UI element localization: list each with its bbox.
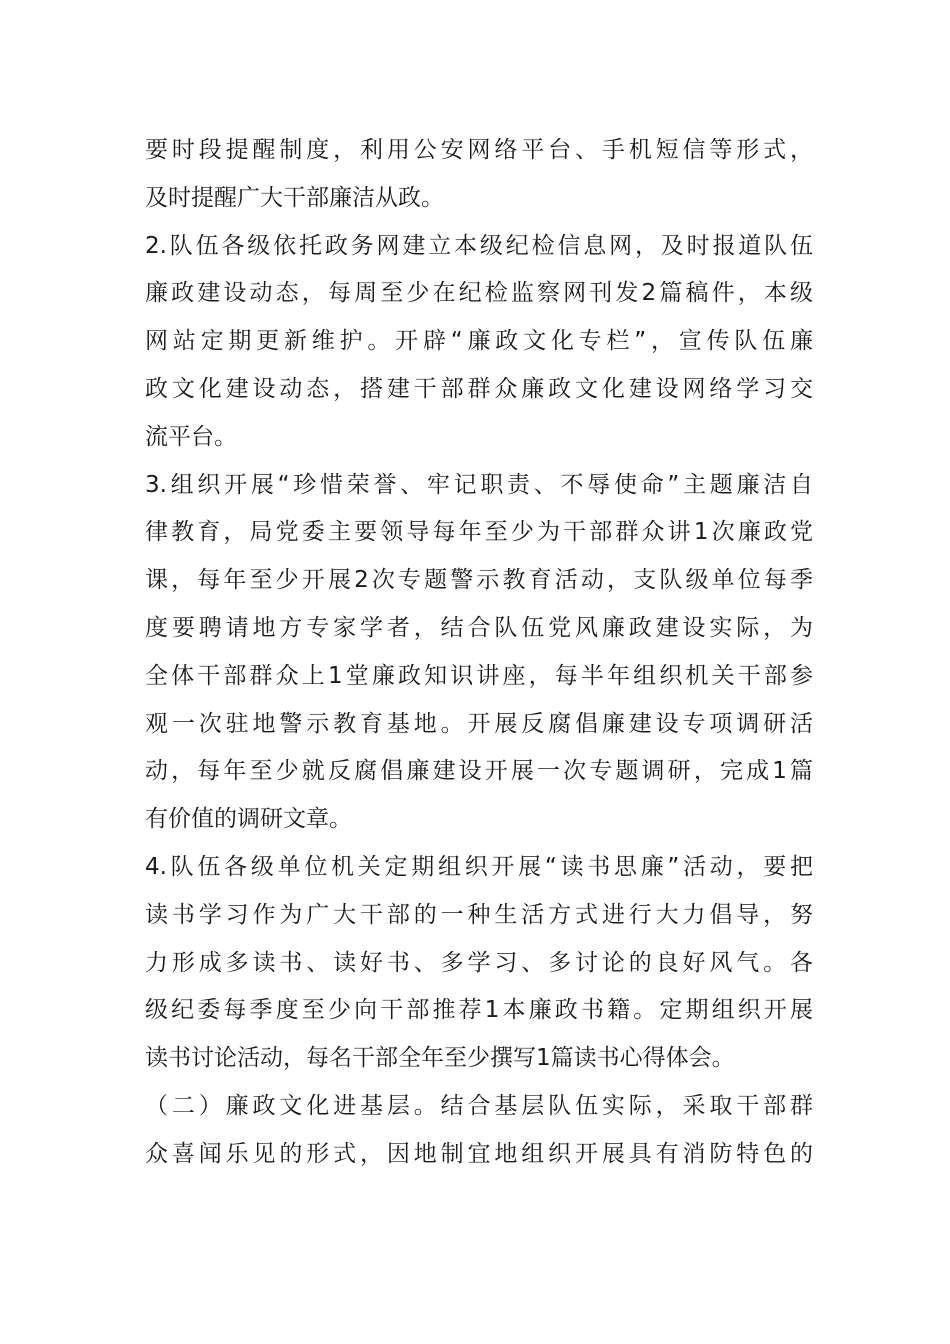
text-line: 政文化建设动态，搭建干部群众廉政文化建设网络学习交 [145,375,813,402]
text-line: 廉政建设动态，每周至少在纪检监察网刊发2篇稿件，本级 [145,280,813,307]
paragraph-4 [145,844,813,1083]
text-line: 网站定期更新维护。开辟“廉政文化专栏”，宣传队伍廉 [145,328,813,355]
text-line: 有价值的调研文章。 [145,806,352,833]
paragraph-1 [145,127,813,223]
text-line: 律教育，局党委主要领导每年至少为干部群众讲1次廉政党 [145,519,813,546]
text-line: 观一次驻地警示教育基地。开展反腐倡廉建设专项调研活 [145,710,813,737]
paragraph-5 [145,1083,813,1179]
text-line: 流平台。 [145,423,237,450]
text-line: 力形成多读书、读好书、多学习、多讨论的良好风气。各 [145,949,813,976]
text-line: 3.组织开展“珍惜荣誉、牢记职责、不辱使命”主题廉洁自 [145,471,813,498]
paragraph-2 [145,223,813,462]
text-line: 度要聘请地方专家学者，结合队伍党风廉政建设实际，为 [145,614,813,641]
text-line: 要时段提醒制度，利用公安网络平台、手机短信等形式， [145,137,813,163]
text-line: 读书学习作为广大干部的一种生活方式进行大力倡导，努 [145,901,813,928]
text-line: （二）廉政文化进基层。结合基层队伍实际，采取干部群 [145,1092,813,1119]
document-body [145,127,813,1179]
text-line: 级纪委每季度至少向干部推荐1本廉政书籍。定期组织开展 [145,997,813,1024]
text-line: 课，每年至少开展2次专题警示教育活动，支队级单位每季 [145,567,813,594]
text-line: 全体干部群众上1堂廉政知识讲座，每半年组织机关干部参 [145,662,813,689]
text-line: 2.队伍各级依托政务网建立本级纪检信息网，及时报道队伍 [145,232,813,259]
text-line: 众喜闻乐见的形式，因地制宜地组织开展具有消防特色的 [145,1140,813,1167]
text-line: 及时提醒广大干部廉洁从政。 [145,184,444,211]
text-line: 4.队伍各级单位机关定期组织开展“读书思廉”活动，要把 [145,853,813,880]
text-line: 动，每年至少就反腐倡廉建设开展一次专题调研，完成1篇 [145,758,813,785]
paragraph-3 [145,462,813,844]
text-line: 读书讨论活动，每名干部全年至少撰写1篇读书心得体会。 [145,1045,735,1072]
